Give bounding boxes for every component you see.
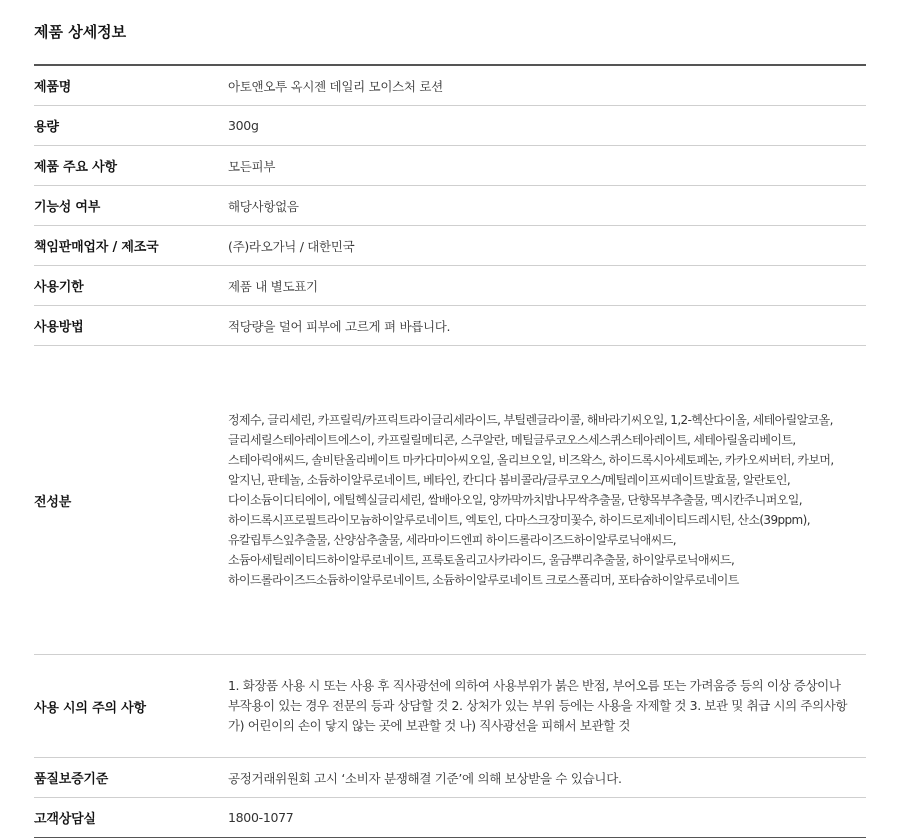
spec-row-product-name [34, 65, 866, 106]
spec-value: 제품 내 별도표기 [228, 266, 866, 306]
spec-label: 기능성 여부 [34, 186, 228, 226]
spec-value: 아토앤오투 옥시젠 데일리 모이스처 로션 [228, 65, 866, 106]
spec-label: 제품명 [34, 65, 228, 106]
spec-row-contact [34, 798, 866, 838]
spec-label: 사용방법 [34, 306, 228, 346]
spec-row-seller [34, 226, 866, 266]
spec-label: 용량 [34, 106, 228, 146]
spec-row-caution [34, 655, 866, 758]
product-spec-table [34, 64, 866, 838]
spec-value: 모든피부 [228, 146, 866, 186]
spec-value: 적당량을 덜어 피부에 고르게 펴 바릅니다. [228, 306, 866, 346]
spec-label: 고객상담실 [34, 812, 96, 827]
spec-row-quality [34, 758, 866, 798]
spec-row-volume [34, 106, 866, 146]
spec-label: 책임판매업자 / 제조국 [34, 226, 228, 266]
caution-text: 1. 화장품 사용 시 또는 사용 후 직사광선에 의하여 사용부위가 붉은 반점, 부어오름 또는 가려움증 등의 이상 증상이나 부작용이 있는 경우 전문의 등과 상담할 것 2. 상처가 있는 부위 등에는 사용을 자제할 것 3. 보관 및 취급 시의 주의사항 가) 어린이의 손이 닿지 않는 곳에 보관할 것 나) 직사광선을 피해서 보관할 것 [228, 655, 866, 758]
spec-label: 전성분 [34, 346, 228, 655]
spec-row-ingredients [34, 346, 866, 655]
spec-value: 해당사항없음 [228, 186, 866, 226]
spec-row-expiry [34, 266, 866, 306]
spec-row-usage [34, 306, 866, 346]
spec-label: 품질보증기준 [34, 758, 228, 798]
spec-row-functional [34, 186, 866, 226]
spec-value: 1800-1077 [228, 810, 294, 825]
spec-value: 300g [228, 106, 866, 146]
page-title: 제품 상세정보 [34, 23, 127, 41]
spec-value: 공정거래위원회 고시 ‘소비자 분쟁해결 기준’에 의해 보상받을 수 있습니다. [228, 758, 866, 798]
spec-label: 제품 주요 사항 [34, 146, 228, 186]
spec-row-main-specs [34, 146, 866, 186]
ingredients-text: 정제수, 글리세린, 카프릴릭/카프릭트라이글리세라이드, 부틸렌글라이콜, 해바라기씨오일, 1,2-헥산다이올, 세테아릴알코올, 글리세릴스테아레이트에스이, 카프릴릴메티콘, 스쿠알란, 메틸글루코오스세스퀴스테아레이트, 세테아릴올리베이트, 스테아릭애씨드, 솔비탄올리베이트 마카다미아씨오일, 올리브오일, 비즈왁스, 하이드록시아세토페논, 카카오씨버터, 카보머, 알지닌, 판테놀, 소듐하이알루로네이트, 베타인, 칸디다 봄비콜라/글루코오스/메틸레이프씨데이트발효물, 알란토인, 다이소듐이디티에이, 에틸헥실글리세린, 쌀배아오일, 양까막까치밥나무싹추출물, 단향목부추출물, 멕시칸주니퍼오일, 하이드록시프로필트라이모늄하이알루로네이트, 엑토인, 다마스크장미꽃수, 하이드로제네이티드레시틴, 산소(39ppm), 유칼립투스잎추출물, 산양삼추출물, 세라마이드엔피 하이드롤라이즈드하이알루로닉애씨드, 소듐아세틸레이티드하이알루로네이트, 프룩토올리고사카라이드, 울금뿌리추출물, 하이알루로닉애씨드, 하이드롤라이즈드소듐하이알루로네이트, 소듐하이알루로네이트 크로스폴리머, 포타슘하이알루로네이트 [228, 346, 866, 655]
spec-value: (주)라오가닉 / 대한민국 [228, 226, 866, 266]
spec-label: 사용 시의 주의 사항 [34, 655, 228, 758]
spec-label: 사용기한 [34, 266, 228, 306]
